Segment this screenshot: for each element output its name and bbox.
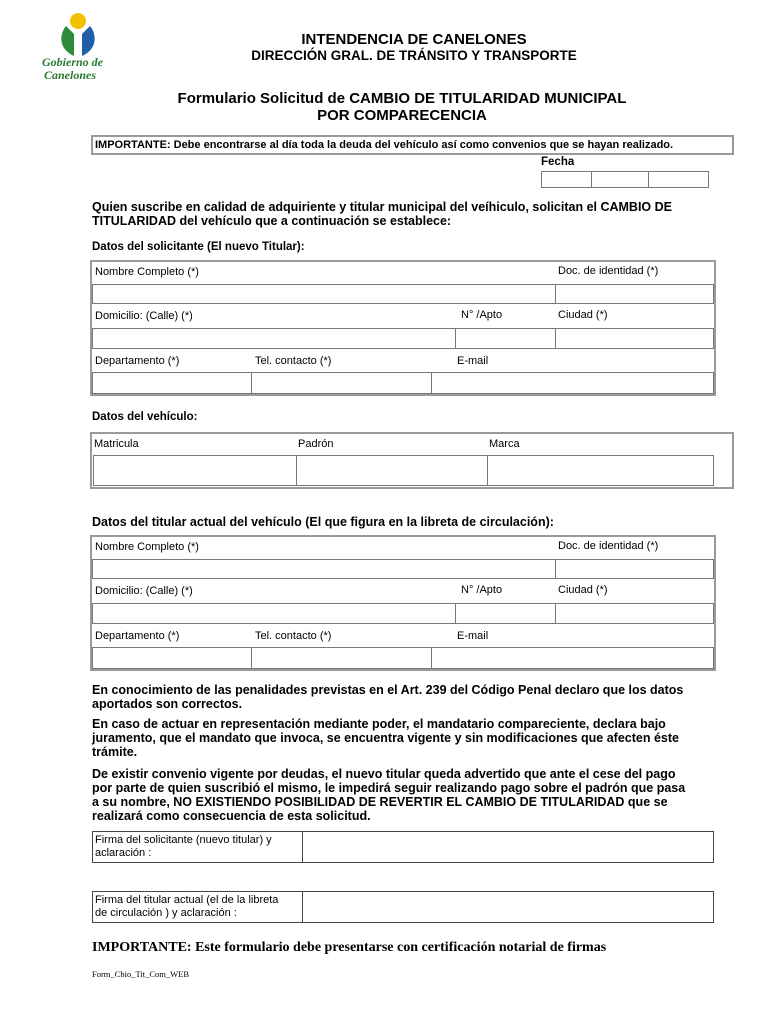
vehiculo-marca-label: Marca	[489, 438, 520, 450]
titular-nombre-field[interactable]	[92, 559, 556, 579]
declaracion-p3-line4: realizará como consecuencia de esta solicitud.	[92, 809, 371, 823]
solicitante-email-field[interactable]	[431, 372, 714, 394]
titular-ciudad-field[interactable]	[555, 603, 714, 624]
titular-domicilio-field[interactable]	[92, 603, 456, 624]
titular-departamento-field[interactable]	[92, 647, 252, 669]
titular-domicilio-label: Domicilio: (Calle) (*)	[95, 585, 193, 597]
titular-ciudad-label: Ciudad (*)	[558, 584, 608, 596]
declaracion-p1-line1: En conocimiento de las penalidades previstas en el Art. 239 del Código Penal declaro que los datos	[92, 683, 684, 697]
firma-solicitante-label-line2: aclaración :	[95, 847, 152, 859]
solicitante-doc-field[interactable]	[555, 284, 714, 304]
solicitante-tel-field[interactable]	[251, 372, 432, 394]
fecha-year-field[interactable]	[648, 171, 709, 188]
declaracion-p3-line3: a su nombre, NO EXISTIENDO POSIBILIDAD DE REVERTIR EL CAMBIO DE TITULARIDAD que se	[92, 795, 668, 809]
firma-solicitante-field[interactable]	[302, 831, 714, 863]
important-notice-box	[91, 135, 734, 155]
dept-name: DIRECCIÓN GRAL. DE TRÁNSITO Y TRANSPORTE	[251, 48, 577, 63]
vehiculo-matricula-field[interactable]	[93, 455, 297, 486]
solicitante-domicilio-field[interactable]	[92, 328, 456, 349]
titular-nro-field[interactable]	[455, 603, 556, 624]
solicitante-tel-label: Tel. contacto (*)	[255, 355, 332, 367]
solicitante-departamento-field[interactable]	[92, 372, 252, 394]
fecha-day-field[interactable]	[541, 171, 592, 188]
fecha-month-field[interactable]	[591, 171, 649, 188]
intro-line2: TITULARIDAD del vehículo que a continuación se establece:	[92, 214, 452, 228]
titular-doc-field[interactable]	[555, 559, 714, 579]
declaracion-p3-line1: De existir convenio vigente por deudas, el nuevo titular queda advertido que ante el cese del pago	[92, 767, 676, 781]
form-code: Form_Cbio_Tit_Com_WEB	[92, 969, 189, 979]
important-notice-text: IMPORTANTE: Debe encontrarse al día toda la deuda del vehículo así como convenios que se hayan realizado.	[95, 139, 674, 151]
form-title-line1: Formulario Solicitud de CAMBIO DE TITULARIDAD MUNICIPAL	[177, 90, 627, 107]
firma-titular-label-line2: de circulación ) y aclaración :	[95, 907, 237, 919]
solicitante-section-title: Datos del solicitante (El nuevo Titular):	[92, 241, 305, 253]
solicitante-nombre-field[interactable]	[92, 284, 556, 304]
logo-text-line2: Canelones	[44, 68, 97, 82]
form-title-line2: POR COMPARECENCIA	[317, 107, 487, 124]
footer-important-note: IMPORTANTE: Este formulario debe presentarse con certificación notarial de firmas	[92, 940, 607, 955]
titular-nro-label: N° /Apto	[461, 584, 503, 596]
firma-titular-label-line1: Firma del titular actual (el de la libreta	[95, 894, 279, 906]
solicitante-doc-label: Doc. de identidad (*)	[558, 265, 659, 277]
titular-nombre-label: Nombre Completo (*)	[95, 541, 199, 553]
solicitante-ciudad-field[interactable]	[555, 328, 714, 349]
titular-email-label: E-mail	[457, 630, 489, 642]
titular-email-field[interactable]	[431, 647, 714, 669]
declaracion-p2-line2: juramento, que el mandato que invoca, se encuentra vigente y sin modificaciones que afecten éste	[92, 731, 679, 745]
titular-departamento-label: Departamento (*)	[95, 630, 180, 642]
declaracion-p2-line3: trámite.	[92, 745, 138, 759]
solicitante-domicilio-label: Domicilio: (Calle) (*)	[95, 310, 193, 322]
declaracion-p3-line2: por parte de quien suscribió el mismo, le impedirá seguir realizando pago sobre el padrón que pasa	[92, 781, 686, 795]
intro-line1: Quien suscribe en calidad de adquiriente y titular municipal del veíhiculo, solicitan el CAMBIO DE	[92, 200, 672, 214]
titular-section-title: Datos del titular actual del vehículo (El que figura en la libreta de circulación):	[92, 515, 554, 529]
declaracion-p2-line1: En caso de actuar en representación mediante poder, el mandatario compareciente, declara bajo	[92, 717, 666, 731]
solicitante-ciudad-label: Ciudad (*)	[558, 309, 608, 321]
logo-text-line1: Gobierno de	[42, 55, 103, 69]
titular-doc-label: Doc. de identidad (*)	[558, 540, 659, 552]
solicitante-email-label: E-mail	[457, 355, 489, 367]
declaracion-p1-line2: aportados son correctos.	[92, 697, 243, 711]
titular-tel-label: Tel. contacto (*)	[255, 630, 332, 642]
vehiculo-matricula-label: Matricula	[94, 438, 139, 450]
solicitante-nombre-label: Nombre Completo (*)	[95, 266, 199, 278]
vehiculo-section-title: Datos del vehículo:	[92, 411, 198, 423]
vehiculo-padron-field[interactable]	[296, 455, 488, 486]
vehiculo-padron-label: Padrón	[298, 438, 334, 450]
solicitante-nro-label: N° /Apto	[461, 309, 503, 321]
firma-solicitante-label-line1: Firma del solicitante (nuevo titular) y	[95, 834, 272, 846]
vehiculo-marca-field[interactable]	[487, 455, 714, 486]
solicitante-nro-field[interactable]	[455, 328, 556, 349]
firma-titular-field[interactable]	[302, 891, 714, 923]
fecha-label: Fecha	[541, 156, 575, 168]
org-name: INTENDENCIA DE CANELONES	[301, 31, 527, 48]
titular-tel-field[interactable]	[251, 647, 432, 669]
solicitante-departamento-label: Departamento (*)	[95, 355, 180, 367]
